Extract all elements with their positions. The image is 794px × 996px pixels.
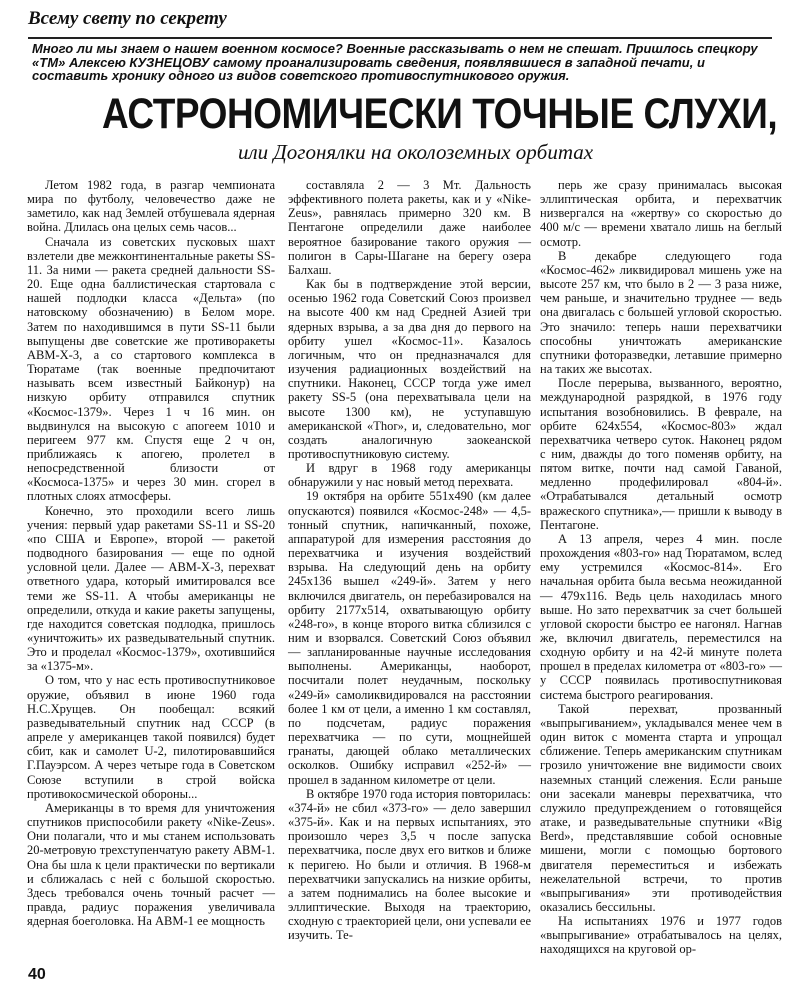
paragraph: В октябре 1970 года история повторилась: «374-й» не сбил «373-го» — дело завершил «375-й». Как и на первых испытаниях, это произошло через 3,5 ч после запуска перехватчика, после двух его витков и ближе к перигею. Но были и отличия. В 1968-м перехватчики запускались на низкие орбиты, а затем поднимались на более высокие и эллиптические. Выходя на траекторию, сходную с траекторией цели, они успевали ее изучить. Те- [288, 786, 531, 943]
paragraph: Такой перехват, прозванный «выпрыгиванием», укладывался менее чем в один виток с момента старта и упрощал сближение. Теперь американским спутникам грозило уничтожение вне видимости своих наземных станций слежения. Если раньше они засекали маневры перехватчика, что служило предупреждением о готовящейся атаке, и разведывательные спутники «Big Berd», представлявшие собой основные мишени, могли с помощью бортового двигателя переместиться и избежать нежелательной встречи, то против «выпрыгивания» эти противодействия оказались бессильны. [540, 701, 782, 914]
paragraph: Как бы в подтверждение этой версии, осенью 1962 года Советский Союз произвел на высоте 400 км над Средней Азией три ядерных взрыва, а за два дня до первого на орбиту ушел «Космос-11». Казалось логичным, что он предназначался для изучения радиационных воздействий на спутники. Наконец, СССР тогда уже имел ракету SS-5 (она перехватывала цели на высоте 1300 км), не уступавшую американской «Thor», и, следовательно, мог создать аналогичную заокеанской противоспутниковую систему. [288, 277, 531, 461]
paragraph: перь же сразу принималась высокая эллиптическая орбита, и перехватчик низвергался на «жертву» со скоростью до 400 м/с — времени хватало лишь на беглый осмотр. [540, 178, 782, 249]
paragraph: Конечно, это проходили всего лишь учения: первый удар ракетами SS-11 и SS-20 «по США и Европе», второй — ракетой подводного базирования — еще по одной условной цели. Далее — АВМ-Х-3, перехват ответного удара, который имитировался все теми же SS-11. А чтобы американцы не определили, откуда и какие ракеты запущены, где находится советская подлодка, пришлось «уничтожить» их разведывательный спутник. Это и проделал «Космос-1379», охотившийся за «1375-м». [27, 503, 275, 674]
paragraph: На испытаниях 1976 и 1977 годов «выпрыгивание» отрабатывалось на целях, находящихся на круговой ор- [540, 914, 782, 957]
paragraph: После перерыва, вызванного, вероятно, международной разрядкой, в 1976 году испытания возобновились. В феврале, на орбите 624x554, «Космос-803» ждал перехватчика четверо суток. Наконец рядом с ним, дважды до того поменяв орбиту, на пятом витке, почти над самой Гаваной, медленно продефилировал «804-й». «Отрабатывался детальный осмотр вражеского спутника»,— пришли к выводу в Пентагоне. [540, 376, 782, 532]
rubric: Всему свету по секрету [28, 8, 227, 29]
paragraph: А 13 апреля, через 4 мин. после прохождения «803-го» над Тюратамом, вслед ему устремился «Космос-814». Его начальная орбита была весьма неожиданной — 479x116. Ведь цель находилась много выше. Но зато перехватчик за счет большей угловой скорости быстро ее нагонял. Нагнав же, включил двигатель, переместился на сходную орбиту и на 42-й минуте полета прошел в пределах километра от «803-го» — у СССР появилась противоспутниковая система быстрого реагирования. [540, 531, 782, 702]
article-title: АСТРОНОМИЧЕСКИ ТОЧНЫЕ СЛУХИ, [102, 90, 778, 138]
paragraph: В декабре следующего года «Космос-462» ликвидировал мишень уже на высоте 257 км, что было в 2 — 3 раза ниже, чем раньше, и значительно труднее — ведь она двигалась с большей угловой скоростью. Это значило: теперь наши перехватчики способны уничтожать американские спутники фоторазведки, летавшие примерно на таких же высотах. [540, 248, 782, 377]
rubric-rule [28, 37, 772, 39]
page-number: 40 [28, 966, 46, 983]
column-1 [27, 178, 275, 928]
paragraph: Американцы в то время для уничтожения спутников приспособили ракету «Nike-Zeus». Они полагали, что и мы станем использовать 20-метровую трехступенчатую ракету АВМ-1. Она бы шла к цели практически по вертикали и сближалась с ней с большой скоростью. Здесь требовался очень точный расчет — правда, радиус поражения увеличивала ядерная боеголовка. На АВМ-1 ее мощность [27, 800, 275, 929]
column-3 [540, 178, 782, 957]
paragraph: И вдруг в 1968 году американцы обнаружили у нас новый метод перехвата. [288, 461, 531, 490]
lead-paragraph: Много ли мы знаем о нашем военном космосе? Военные рассказывать о нем не спешат. Пришлось спецкору «ТМ» Алексею КУЗНЕЦОВУ самому проанализировать сведения, появлявшиеся в западной печати, и составить хронику одного из видов советского противоспутникового оружия. [32, 41, 758, 83]
paragraph: Летом 1982 года, в разгар чемпионата мира по футболу, человечество даже не заметило, как над Землей отбушевала ядерная война. Длилась она целых семь часов... [27, 178, 275, 235]
article-subtitle: или Догонялки на околоземных орбитах [238, 140, 594, 164]
column-2 [288, 178, 531, 942]
paragraph: О том, что у нас есть противоспутниковое оружие, объявил в июне 1960 года Н.С.Хрущев. Он пообещал: всякий разведывательный спутник над СССР (в апреле у американцев такой появился) будет сбит, как и самолет U-2, пилотировавшийся Г.Пауэрсом. А через четыре года в Советском Союзе вступили в строй войска противокосмической обороны... [27, 673, 275, 801]
paragraph: Сначала из советских пусковых шахт взлетели две межконтинентальные ракеты SS-11. За ними — ракета средней дальности SS-20. Еще одна баллистическая стартовала с нашей подлодки класса «Дельта» (по натовскому обозначению) в Белом море. Затем по находившимся в пути SS-11 были выпущены две советские же противоракеты АВМ-Х-3, а со стартового комплекса в Тюратаме (так военные предпочитают называть всем известный Байконур) на низкую орбиту отправился спутник «Космос-1379». Через 1 ч 16 мин. он выдвинулся на высокую с апогеем 1010 и перигеем 977 км. Спустя еще 2 ч он, приближаясь к апогею, пролетел в непосредственной близости от «Космоса-1375» и через 30 мин. сгорел в плотных слоях атмосферы. [27, 234, 275, 504]
paragraph: 19 октября на орбите 551x490 (км далее опускаются) появился «Космос-248» — 4,5-тонный спутник, напичканный, похоже, аппаратурой для измерения расстояния до перехватчика и изучения воздействий взрыва. На следующий день на орбиту 245x136 вышел «249-й». Затем у него включился двигатель, он перебазировался на орбиту 2177x514, охватывающую орбиту «248-го», в конце второго витка сблизился с ним и взорвался. Советский Союз объявил — запланированные научные исследования выполнены. Американцы, наоборот, посчитали полет неудачным, поскольку «249-й» самоликвидировался на расстоянии более 1 км от цели, а именно 1 км составлял, по подсчетам, радиус поражения перехватчика — по сути, мощнейшей гранаты, дающей облако металлических осколков. Ошибку исправил «252-й» — прошел в заданном километре от цели. [288, 489, 531, 787]
paragraph: составляла 2 — 3 Мт. Дальность эффективного полета ракеты, как и у «Nike-Zeus», равнялась примерно 320 км. В Пентагоне определили даже наиболее вероятное базирование такого оружия — полигон в Сары-Шагане на берегу озера Балхаш. [288, 178, 531, 277]
